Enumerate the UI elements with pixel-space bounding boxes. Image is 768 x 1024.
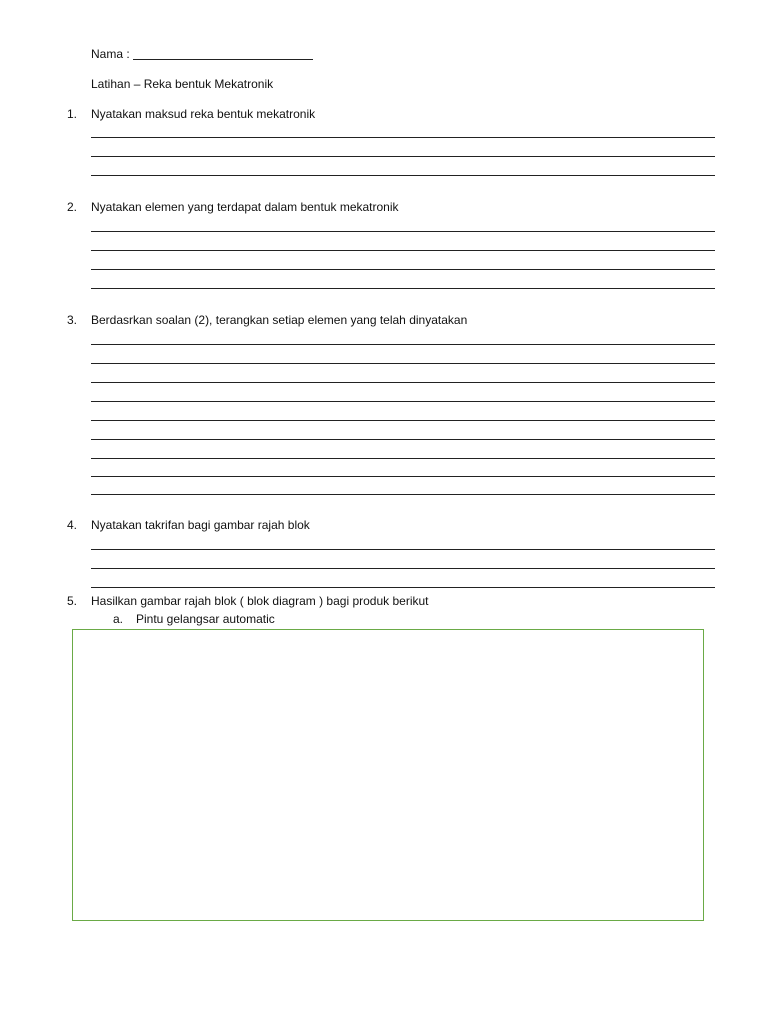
question-2-answer-line-4[interactable]: [91, 288, 715, 289]
question-1-text: Nyatakan maksud reka bentuk mekatronik: [91, 107, 316, 121]
question-3-answer-line-1[interactable]: [91, 344, 715, 345]
question-4-answer-line-1[interactable]: [91, 549, 715, 550]
question-4-answer-line-2[interactable]: [91, 568, 715, 569]
question-3-text: Berdasrkan soalan (2), terangkan setiap elemen yang telah dinyatakan: [91, 313, 468, 327]
question-2-answer-line-2[interactable]: [91, 250, 715, 251]
question-1-answer-line-3[interactable]: [91, 175, 715, 176]
question-1-number: 1.: [67, 107, 78, 121]
question-3-answer-line-2[interactable]: [91, 363, 715, 364]
question-4-answer-line-3[interactable]: [91, 587, 715, 588]
question-1-answer-line-1[interactable]: [91, 137, 715, 138]
question-4-number: 4.: [67, 518, 78, 532]
name-field-line[interactable]: [133, 59, 313, 60]
question-3-answer-line-3[interactable]: [91, 382, 715, 383]
block-diagram-answer-box[interactable]: [72, 629, 704, 921]
page-title: Latihan – Reka bentuk Mekatronik: [91, 77, 274, 91]
question-3-answer-line-6[interactable]: [91, 439, 715, 440]
question-2-text: Nyatakan elemen yang terdapat dalam bentuk mekatronik: [91, 200, 399, 214]
question-5a-text: Pintu gelangsar automatic: [136, 612, 275, 626]
question-3-number: 3.: [67, 313, 78, 327]
question-5-text: Hasilkan gambar rajah blok ( blok diagram ) bagi produk berikut: [91, 594, 429, 608]
question-3-answer-line-7[interactable]: [91, 458, 715, 459]
question-4-text: Nyatakan takrifan bagi gambar rajah blok: [91, 518, 310, 532]
question-1-answer-line-2[interactable]: [91, 156, 715, 157]
question-3-answer-line-8[interactable]: [91, 476, 715, 477]
question-2-answer-line-1[interactable]: [91, 231, 715, 232]
question-2-answer-line-3[interactable]: [91, 269, 715, 270]
question-3-answer-line-4[interactable]: [91, 401, 715, 402]
question-3-answer-line-5[interactable]: [91, 420, 715, 421]
question-5a-letter: a.: [113, 612, 124, 626]
name-label: Nama :: [91, 47, 130, 61]
question-5-number: 5.: [67, 594, 78, 608]
question-2-number: 2.: [67, 200, 78, 214]
question-3-answer-line-9[interactable]: [91, 494, 715, 495]
